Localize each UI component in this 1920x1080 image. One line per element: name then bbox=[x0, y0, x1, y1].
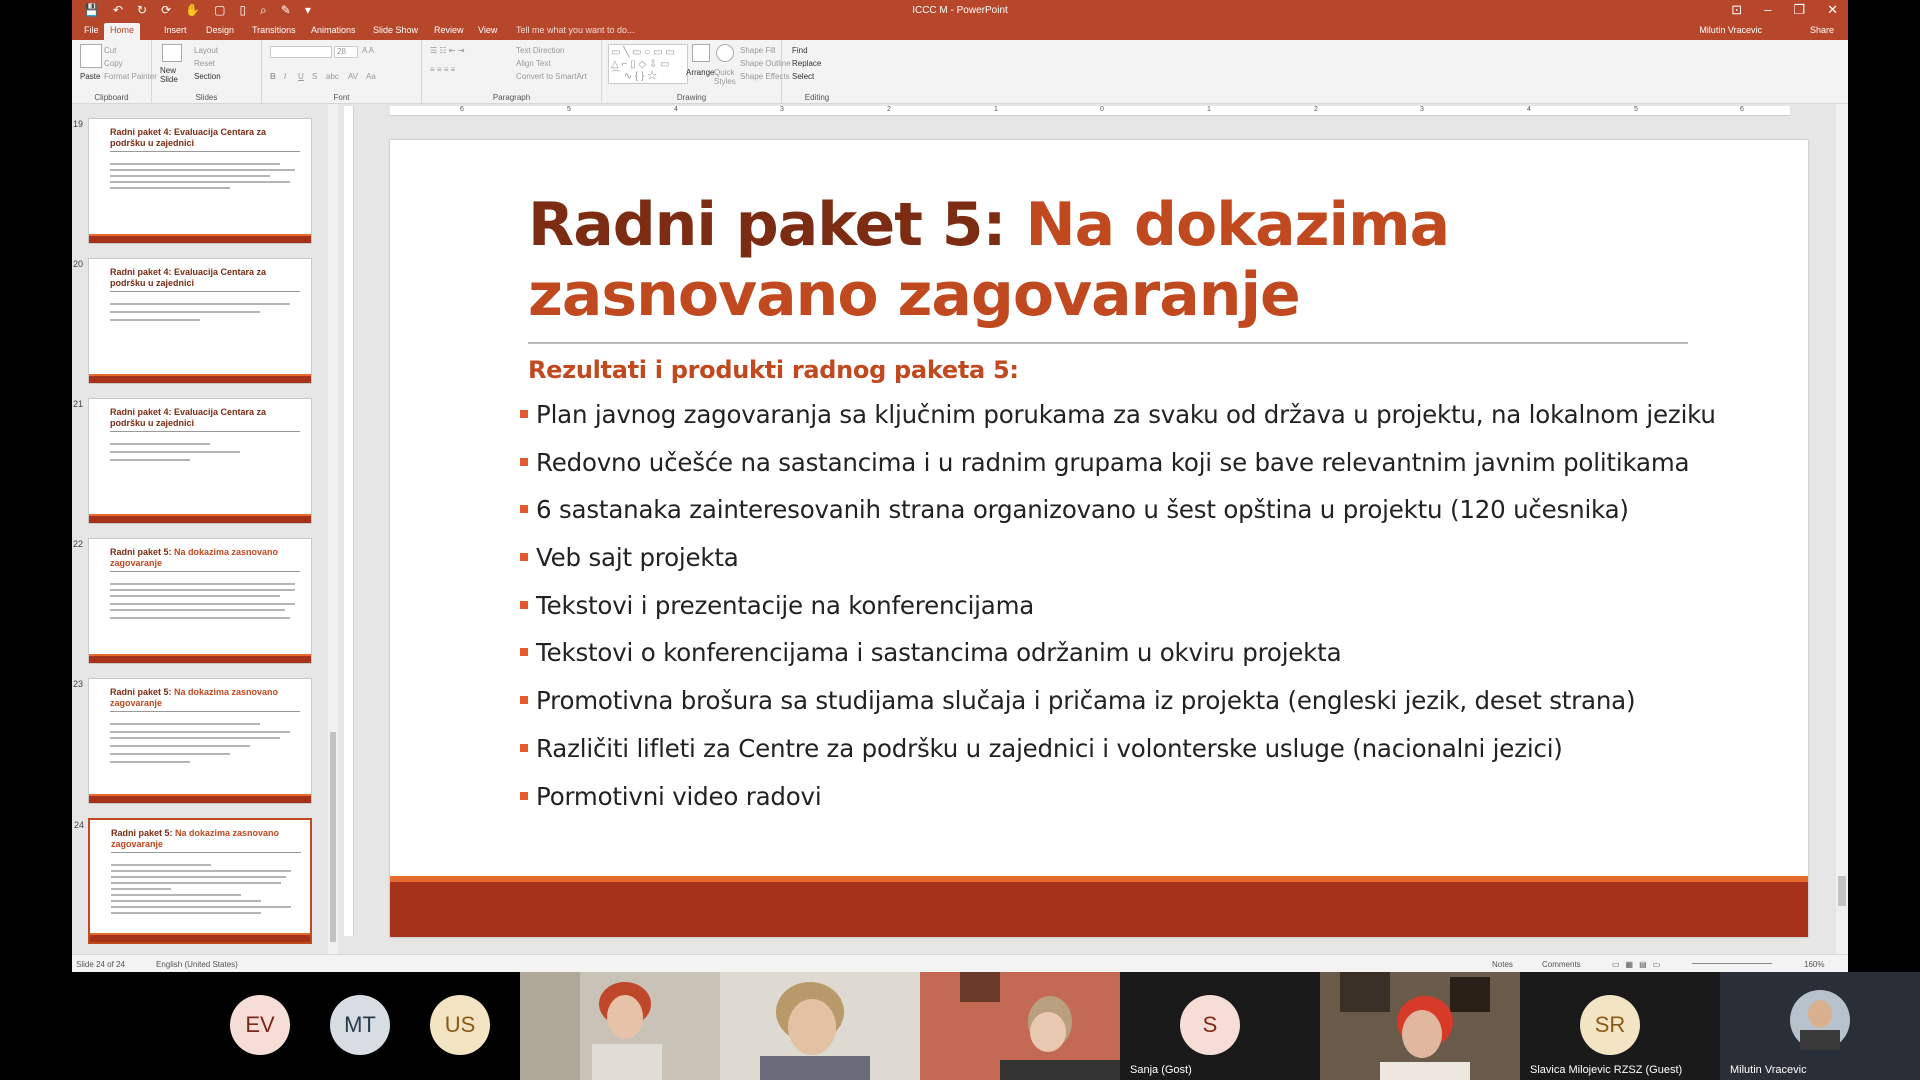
edit-icon[interactable]: ✎ bbox=[280, 3, 291, 17]
bullet-marker-icon bbox=[520, 696, 528, 704]
slide-title[interactable]: Radni paket 5: Na dokazima zasnovano zagovaranje bbox=[528, 190, 1450, 330]
bullet-item[interactable]: Promotivna brošura sa studijama slučaja i pričama iz projekta (engleski jezik, deset strana) bbox=[520, 686, 1780, 734]
thumbnail-footer-band bbox=[90, 933, 310, 942]
thumbnail-text-line bbox=[111, 900, 261, 902]
thumbnail-text-line bbox=[111, 876, 286, 878]
repeat-icon[interactable]: ⟳ bbox=[161, 3, 172, 17]
text-direction-button[interactable]: Text Direction bbox=[516, 46, 565, 55]
thumbnail-text-line bbox=[111, 882, 281, 884]
group-slides bbox=[152, 40, 262, 104]
participant-name: Slavica Milojevic RZSZ (Guest) bbox=[1530, 1064, 1683, 1076]
tab-slide-show[interactable]: Slide Show bbox=[373, 25, 419, 35]
tab-design[interactable]: Design bbox=[206, 25, 235, 35]
language-indicator[interactable]: English (United States) bbox=[156, 960, 238, 969]
participant-name: Milutin Vracevic bbox=[1730, 1064, 1807, 1076]
find-button[interactable]: Find bbox=[792, 46, 808, 55]
new-file-icon[interactable]: ▯ bbox=[239, 3, 247, 17]
shapes-gallery[interactable]: ▭ ╲ ▭ ○ ▭ ▭ △ ⌐ ▯ ◇ ⇩ ▭ ⌒ ∿ { } ☆ bbox=[608, 44, 688, 84]
thumbnail-text-line bbox=[110, 617, 290, 619]
ribbon-options-icon[interactable]: ⊡ bbox=[1731, 2, 1743, 17]
thumbnail-slide-24-selected[interactable] bbox=[74, 818, 312, 944]
thumbnail-number: 21 bbox=[73, 399, 84, 409]
quick-styles-icon[interactable] bbox=[716, 44, 734, 62]
slide-thumbnails-pane bbox=[72, 104, 340, 954]
thumbnail-number: 23 bbox=[73, 679, 84, 689]
customize-qat-icon[interactable]: ▾ bbox=[304, 3, 311, 17]
tab-view[interactable]: View bbox=[478, 25, 498, 35]
convert-smartart-button[interactable]: Convert to SmartArt bbox=[516, 72, 587, 81]
participant-video-feed bbox=[1320, 972, 1520, 1080]
bullet-marker-icon bbox=[520, 505, 528, 513]
minimize-button[interactable]: – bbox=[1764, 2, 1772, 17]
participant-video-feed bbox=[520, 972, 720, 1080]
italic-button[interactable]: I bbox=[284, 72, 287, 81]
paste-icon[interactable] bbox=[80, 44, 102, 68]
thumbnail-title: Radni paket 5: Na dokazima zasnovano zagovaranje bbox=[110, 547, 300, 572]
thumbnail-text-line bbox=[110, 169, 295, 171]
thumbnail-text-line bbox=[111, 870, 291, 872]
tab-review[interactable]: Review bbox=[434, 25, 464, 35]
select-button[interactable]: Select bbox=[792, 72, 815, 81]
slide-canvas[interactable] bbox=[390, 140, 1808, 937]
thumbnail-title: Radni paket 5: Na dokazima zasnovano zagovaranje bbox=[110, 687, 300, 712]
char-spacing-button[interactable]: AV bbox=[348, 72, 359, 81]
slide-subtitle[interactable]: Rezultati i produkti radnog paketa 5: bbox=[528, 356, 1019, 384]
thumbnail-number: 19 bbox=[73, 119, 84, 129]
slide-footer-band bbox=[390, 882, 1808, 937]
font-size-box[interactable]: 28 bbox=[334, 46, 358, 58]
group-drawing bbox=[602, 40, 791, 104]
copy-button[interactable]: Copy bbox=[104, 59, 123, 68]
thumbnail-number: 20 bbox=[73, 259, 84, 269]
tab-animations[interactable]: Animations bbox=[311, 25, 356, 35]
participant-avatar: SR bbox=[1580, 995, 1640, 1055]
strike-button[interactable]: S bbox=[312, 72, 318, 81]
bullet-item[interactable]: Različiti lifleti za Centre za podršku u zajednici i volonterske usluge (nacionalni jezici) bbox=[520, 734, 1780, 782]
thumbnail-title: Radni paket 4: Evaluacija Centara za podršku u zajednici bbox=[110, 407, 300, 432]
participant-photo bbox=[1790, 990, 1850, 1050]
participant-video-feed bbox=[720, 972, 920, 1080]
restore-button[interactable]: ❐ bbox=[1793, 2, 1806, 17]
thumbnail-number: 24 bbox=[74, 820, 85, 830]
thumbnail-title: Radni paket 4: Evaluacija Centara za podršku u zajednici bbox=[110, 267, 300, 292]
group-paragraph bbox=[422, 40, 602, 104]
thumbnail-text-line bbox=[110, 443, 210, 445]
participant-tile[interactable] bbox=[1720, 972, 1920, 1080]
bullet-marker-icon bbox=[520, 553, 528, 561]
thumbnail-slide-19[interactable] bbox=[73, 118, 312, 244]
participant-tile[interactable] bbox=[1520, 972, 1720, 1080]
thumbnail-slide-20[interactable] bbox=[73, 258, 312, 384]
tab-transitions[interactable]: Transitions bbox=[252, 25, 296, 35]
notes-button[interactable]: Notes bbox=[1492, 960, 1513, 969]
thumbnails-scrollbar[interactable] bbox=[328, 104, 338, 954]
thumbnail-text-line bbox=[110, 589, 295, 591]
tab-insert[interactable]: Insert bbox=[164, 25, 187, 35]
new-slide-button[interactable]: New Slide bbox=[160, 66, 178, 84]
thumbnail-footer-band bbox=[89, 234, 311, 243]
thumbnail-text-line bbox=[110, 731, 290, 733]
thumbnail-slide-21[interactable] bbox=[73, 398, 312, 524]
zoom-slider[interactable] bbox=[1692, 963, 1772, 964]
thumbnail-text-line bbox=[110, 459, 190, 461]
touch-mode-icon[interactable]: ✋ bbox=[185, 3, 201, 17]
slides-label: Slides bbox=[195, 93, 218, 102]
bullet-marker-icon bbox=[520, 744, 528, 752]
bullet-list[interactable] bbox=[520, 400, 1780, 829]
view-buttons[interactable]: ▭▦▤▭ bbox=[1612, 960, 1667, 969]
thumbnail-text-line bbox=[110, 311, 260, 313]
thumbnail-text-line bbox=[110, 181, 290, 183]
arrange-button[interactable]: Arrange bbox=[686, 68, 715, 77]
redo-icon[interactable]: ↻ bbox=[137, 3, 148, 17]
layout-button[interactable]: Layout bbox=[194, 46, 219, 55]
undo-icon[interactable]: ↶ bbox=[112, 3, 124, 17]
save-icon[interactable]: 💾 bbox=[84, 3, 99, 17]
thumbnail-text-line bbox=[110, 761, 190, 763]
thumbnail-text-line bbox=[110, 603, 295, 605]
thumbnail-slide-22[interactable] bbox=[73, 538, 312, 664]
participant-avatar: S bbox=[1180, 995, 1240, 1055]
reset-button[interactable]: Reset bbox=[194, 59, 215, 68]
bullet-marker-icon bbox=[520, 792, 528, 800]
quick-styles-button[interactable]: Quick Styles bbox=[714, 68, 736, 86]
paste-button[interactable]: Paste bbox=[80, 72, 101, 81]
slide-counter: Slide 24 of 24 bbox=[76, 960, 125, 969]
format-painter-button[interactable]: Format Painter bbox=[104, 72, 157, 81]
thumbnail-footer-band bbox=[89, 794, 311, 803]
group-clipboard bbox=[72, 40, 157, 104]
zoom-level[interactable]: 160% bbox=[1804, 960, 1825, 969]
group-editing bbox=[782, 40, 852, 104]
drawing-label: Drawing bbox=[676, 93, 707, 102]
participant-avatar: EV bbox=[230, 995, 290, 1055]
user-name[interactable]: Milutin Vracevic bbox=[1699, 25, 1762, 35]
ribbon-tabs bbox=[72, 22, 1848, 40]
thumbnail-text-line bbox=[111, 888, 171, 890]
document-title: ICCC M - PowerPoint bbox=[912, 5, 1008, 16]
participant-avatar: MT bbox=[330, 995, 390, 1055]
thumbnail-text-line bbox=[110, 745, 250, 747]
bullet-marker-icon bbox=[520, 601, 528, 609]
paragraph-label: Paragraph bbox=[492, 93, 531, 102]
change-case-button[interactable]: Aa bbox=[366, 72, 376, 81]
thumbnail-text-line bbox=[110, 163, 280, 165]
thumbnail-text-line bbox=[110, 175, 270, 177]
share-button[interactable]: Share bbox=[1809, 25, 1834, 35]
title-bar bbox=[72, 0, 1848, 22]
thumbnail-text-line bbox=[110, 753, 230, 755]
bullet-marker-icon bbox=[520, 410, 528, 418]
thumbnail-title: Radni paket 5: Na dokazima zasnovano zagovaranje bbox=[111, 828, 301, 853]
bullet-item[interactable]: Plan javnog zagovaranja sa ključnim porukama za svaku od država u projektu, na lokalnom jeziku bbox=[520, 400, 1780, 448]
participant-video-tile[interactable] bbox=[720, 972, 920, 1080]
section-button[interactable]: Section bbox=[194, 72, 221, 81]
thumbnail-text-line bbox=[111, 912, 261, 914]
bullets-icon[interactable]: ☰ ☷ ⇤ ⇥ bbox=[430, 46, 465, 55]
font-label: Font bbox=[333, 93, 350, 102]
participant-avatar: US bbox=[430, 995, 490, 1055]
scrollbar-thumb[interactable] bbox=[330, 732, 336, 942]
thumbnail-number: 22 bbox=[73, 539, 84, 549]
vertical-ruler bbox=[344, 106, 354, 936]
bullet-item[interactable]: Tekstovi o konferencijama i sastancima održanim u okviru projekta bbox=[520, 638, 1780, 686]
arrange-icon[interactable] bbox=[692, 44, 710, 62]
align-icons[interactable]: ≡ ≡ ≡ ≡ bbox=[430, 65, 456, 74]
bullet-marker-icon bbox=[520, 458, 528, 466]
horizontal-ruler: 6 5 4 3 2 1 0 1 2 3 4 5 6 bbox=[390, 106, 1790, 116]
participant-video-tile[interactable] bbox=[520, 972, 720, 1080]
participant-video-tile[interactable] bbox=[920, 972, 1120, 1080]
participant-name: Sanja (Gost) bbox=[1130, 1064, 1192, 1076]
present-icon[interactable]: ▢ bbox=[214, 3, 226, 17]
bullet-item[interactable]: 6 sastanaka zainteresovanih strana organizovano u šest opština u projektu (120 učesnika) bbox=[520, 495, 1780, 543]
window-controls bbox=[1731, 2, 1838, 18]
bullet-item[interactable]: Redovno učešće na sastancima i u radnim grupama koji se bave relevantnim javnim politikama bbox=[520, 448, 1780, 496]
participant-tile[interactable] bbox=[1120, 972, 1320, 1080]
underline-button[interactable]: U bbox=[298, 72, 304, 81]
slide-scrollbar[interactable] bbox=[1836, 104, 1848, 954]
thumbnail-text-line bbox=[110, 451, 240, 453]
grow-font-icon[interactable]: A A bbox=[362, 46, 375, 55]
shadow-button[interactable]: abc bbox=[326, 72, 339, 81]
thumbnail-footer-band bbox=[89, 514, 311, 523]
scrollbar-thumb[interactable] bbox=[1838, 876, 1846, 906]
shape-effects-button[interactable]: Shape Effects bbox=[740, 72, 790, 81]
title-divider bbox=[528, 342, 1688, 344]
new-slide-icon[interactable] bbox=[162, 44, 182, 62]
thumbnail-text-line bbox=[111, 864, 211, 866]
clipboard-label: Clipboard bbox=[94, 93, 129, 102]
thumbnail-slide-23[interactable] bbox=[73, 678, 312, 804]
powerpoint-window bbox=[72, 0, 1848, 972]
thumbnail-text-line bbox=[110, 609, 285, 611]
comments-button[interactable]: Comments bbox=[1542, 960, 1581, 969]
thumbnail-text-line bbox=[110, 737, 280, 739]
shape-outline-button[interactable]: Shape Outline bbox=[740, 59, 791, 68]
thumbnail-footer-band bbox=[89, 374, 311, 383]
thumbnail-text-line bbox=[110, 723, 260, 725]
font-name-box[interactable] bbox=[270, 46, 332, 58]
thumbnail-footer-band bbox=[89, 654, 311, 663]
thumbnail-text-line bbox=[111, 894, 241, 896]
thumbnail-text-line bbox=[110, 595, 280, 597]
replace-button[interactable]: Replace bbox=[792, 59, 822, 68]
video-participants-strip bbox=[0, 972, 1920, 1080]
bullet-item[interactable]: Veb sajt projekta bbox=[520, 543, 1780, 591]
thumbnail-text-line bbox=[110, 583, 295, 585]
ribbon bbox=[72, 40, 1848, 104]
bold-button[interactable]: B bbox=[270, 72, 276, 81]
thumbnail-text-line bbox=[110, 187, 230, 189]
participant-video-feed bbox=[920, 972, 1120, 1080]
bullet-marker-icon bbox=[520, 648, 528, 656]
participant-video-tile[interactable] bbox=[1320, 972, 1520, 1080]
shape-fill-button[interactable]: Shape Fill bbox=[740, 46, 776, 55]
tell-me-search[interactable]: Tell me what you want to do... bbox=[516, 25, 635, 35]
bullet-item[interactable]: Pormotivni video radovi bbox=[520, 782, 1780, 830]
cut-button[interactable]: Cut bbox=[104, 46, 117, 55]
participant-tile[interactable] bbox=[370, 972, 520, 1080]
thumbnail-title: Radni paket 4: Evaluacija Centara za podršku u zajednici bbox=[110, 127, 300, 152]
bullet-item[interactable]: Tekstovi i prezentacije na konferencijama bbox=[520, 591, 1780, 639]
align-text-button[interactable]: Align Text bbox=[516, 59, 551, 68]
close-button[interactable]: ✕ bbox=[1827, 2, 1838, 17]
thumbnail-text-line bbox=[111, 906, 291, 908]
status-bar bbox=[72, 954, 1848, 972]
tab-home[interactable]: Home bbox=[104, 23, 140, 40]
thumbnail-text-line bbox=[110, 319, 200, 321]
editing-label: Editing bbox=[804, 93, 830, 102]
tab-file[interactable]: File bbox=[84, 25, 99, 35]
group-font bbox=[262, 40, 422, 104]
thumbnail-text-line bbox=[110, 303, 290, 305]
print-preview-icon[interactable]: ⌕ bbox=[260, 3, 267, 17]
